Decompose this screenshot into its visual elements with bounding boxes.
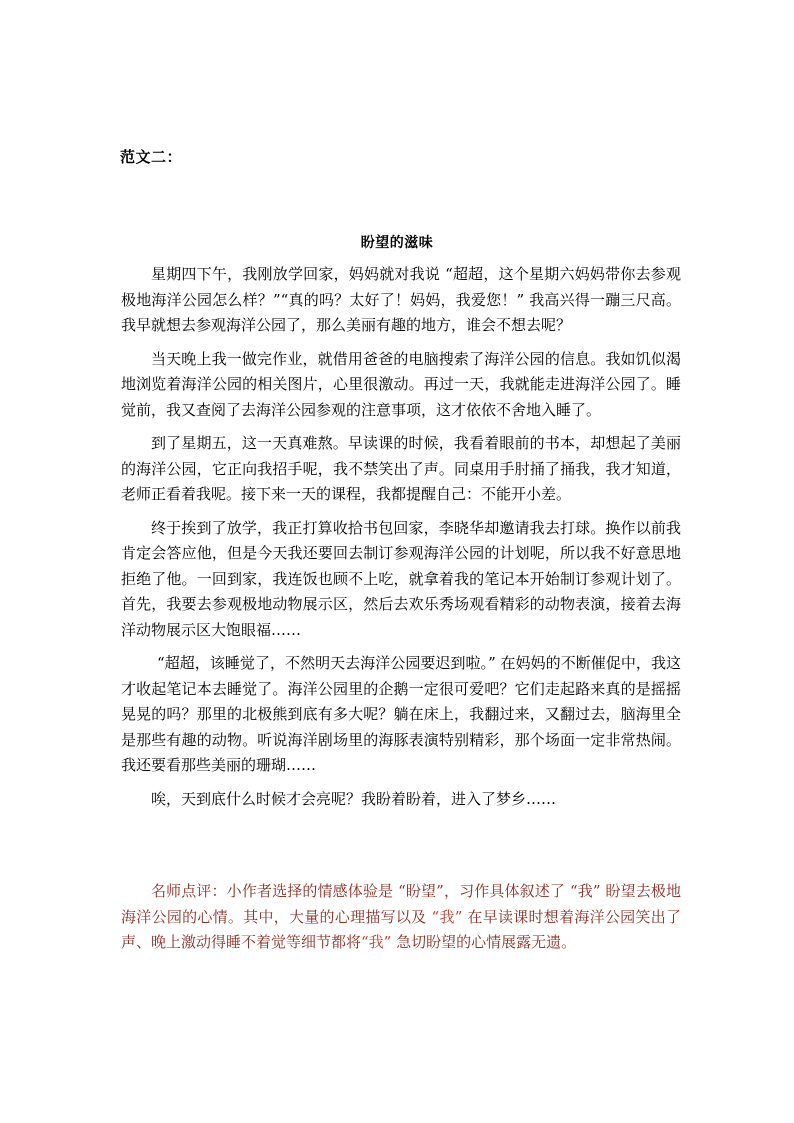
comment-text-3: 急切盼望的心情展露无遗。 — [391, 933, 577, 951]
section-label: 范文二： — [120, 148, 183, 166]
essay-title: 盼望的滋味 — [360, 235, 434, 251]
comment-highlight-1: “我” — [431, 907, 463, 926]
paragraph-6: 唉，天到底什么时候才会亮呢？我盼着盼着，进入了梦乡…… — [151, 789, 557, 808]
paragraph-1: 星期四下午，我刚放学回家，妈妈就对我说 “超超，这个星期六妈妈带你去参观极地海洋公园怎么样？”“真的吗？太好了！妈妈，我爱您！” 我高兴得一蹦三尺高。我早就想去参观海洋公园了，那么美丽有趣的地方，谁会不想去呢？ — [121, 265, 681, 334]
paragraph-3: 到了星期五，这一天真难熬。早读课的时候，我看着眼前的书本，却想起了美丽的海洋公园，它正向我招手呢，我不禁笑出了声。同桌用手肘捅了捅我，我才知道，老师正看着我呢。接下来一天的课程，我都提醒自己：不能开小差。 — [121, 434, 681, 503]
teacher-comment — [121, 879, 681, 956]
comment-text-1: 名师点评：小作者选择的情感体验是 “盼望”，习作具体叙述了 “我” 盼望去极地海洋公园的心情。其中，大量的心理描写以及 — [121, 882, 681, 926]
paragraph-4: 终于挨到了放学，我正打算收拾书包回家，李晓华却邀请我去打球。换作以前我肯定会答应他，但是今天我还要回去制订参观海洋公园的计划呢，所以我不好意思地拒绝了他。一回到家，我连饭也顾不上吃，就拿着我的笔记本开始制订参观计划了。首先，我要去参观极地动物展示区，然后去欢乐秀场观看精彩的动物表演，接着去海洋动物展示区大饱眼福…… — [121, 518, 681, 639]
comment-highlight-2: “我” — [361, 933, 392, 951]
essay-body — [121, 262, 681, 820]
paragraph-2: 当天晚上我一做完作业，就借用爸爸的电脑搜索了海洋公园的信息。我如饥似渴地浏览着海洋公园的相关图片，心里很激动。再过一天，我就能走进海洋公园了。睡觉前，我又查阅了去海洋公园参观的注意事项，这才依依不舍地入睡了。 — [121, 349, 681, 419]
comment-text-2: 在早读课时想着海洋公园笑出了声、晚上激动得睡不着觉等细节都将 — [121, 907, 681, 951]
paragraph-5: “超超，该睡觉了，不然明天去海洋公园要迟到啦。” 在妈妈的不断催促中，我这才收起笔记本去睡觉了。海洋公园里的企鹅一定很可爱吧？它们走起路来真的是摇摇晃晃的吗？那里的北极熊到底有多大呢？躺在床上，我翻过来，又翻过去，脑海里全是那些有趣的动物。听说海洋剧场里的海豚表演特别精彩，那个场面一定非常热闹。我还要看那些美丽的珊瑚…… — [121, 654, 681, 774]
